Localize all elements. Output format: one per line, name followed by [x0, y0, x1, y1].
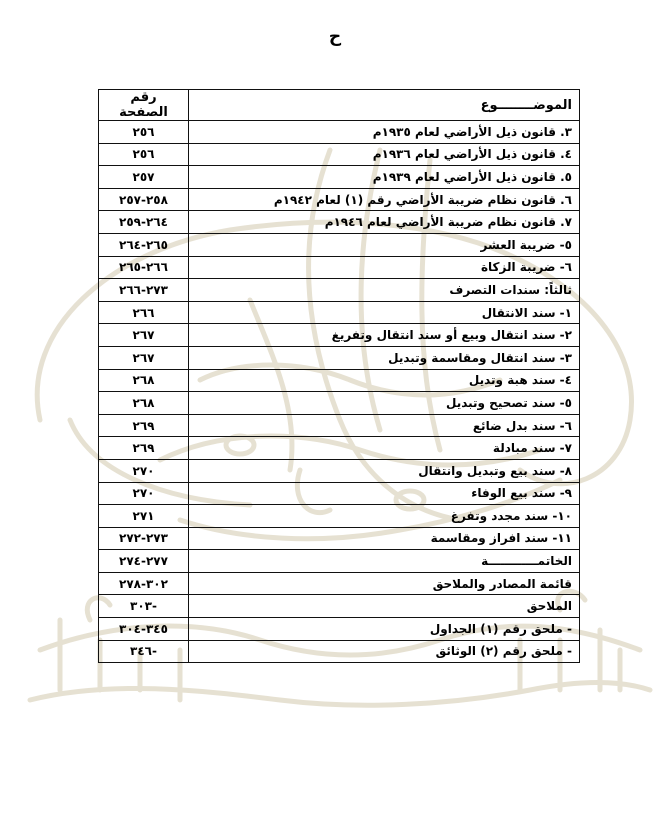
page-number-cell: ٣٤٥-٣٠٤ — [99, 618, 189, 641]
table-row — [99, 527, 580, 550]
contents-table — [98, 89, 580, 663]
table-row — [99, 369, 580, 392]
table-row — [99, 256, 580, 279]
page-number-cell: ٣٠٢-٢٧٨ — [99, 572, 189, 595]
page-number-cell: ٢٥٦ — [99, 121, 189, 144]
topic-cell: - ملحق رقم (١) الجداول — [189, 618, 580, 641]
table-header-row — [99, 90, 580, 121]
page-number-cell: ٢٥٨-٢٥٧ — [99, 188, 189, 211]
topic-cell: الملاحق — [189, 595, 580, 618]
table-row — [99, 572, 580, 595]
page-number-cell: ٢٧٧-٢٧٤ — [99, 550, 189, 573]
page-number-cell: -٣٠٣ — [99, 595, 189, 618]
topic-cell: ٤- سند هبة وتديل — [189, 369, 580, 392]
table-row — [99, 550, 580, 573]
table-row — [99, 640, 580, 663]
topic-cell: - ملحق رقم (٢) الوثائق — [189, 640, 580, 663]
table-row — [99, 346, 580, 369]
topic-cell: ٦- ضريبة الزكاة — [189, 256, 580, 279]
table-body — [99, 121, 580, 663]
page-number-cell: ٢٦٨ — [99, 369, 189, 392]
page-number-cell: ٢٧٠ — [99, 459, 189, 482]
topic-cell: ٩- سند بيع الوفاء — [189, 482, 580, 505]
topic-cell: ٧. قانون نظام ضريبة الأراضي لعام ١٩٤٦م — [189, 211, 580, 234]
page-number-cell: ٢٦٦ — [99, 301, 189, 324]
table-row — [99, 166, 580, 189]
table-row — [99, 437, 580, 460]
topic-cell: ٤. قانون ذيل الأراضي لعام ١٩٣٦م — [189, 143, 580, 166]
table-row — [99, 482, 580, 505]
topic-cell: ٦. قانون نظام ضريبة الأراضي رقم (١) لعام ١٩٤٢م — [189, 188, 580, 211]
page-number-cell: -٣٤٦ — [99, 640, 189, 663]
topic-cell: ١١- سند افراز ومقاسمة — [189, 527, 580, 550]
page-number-cell: ٢٦٧ — [99, 324, 189, 347]
page-number-cell: ٢٥٦ — [99, 143, 189, 166]
table-row — [99, 505, 580, 528]
page-number-cell: ٢٧١ — [99, 505, 189, 528]
topic-cell: ٦- سند بدل ضائع — [189, 414, 580, 437]
table-row — [99, 459, 580, 482]
table-row — [99, 414, 580, 437]
topic-cell: ١- سند الانتقال — [189, 301, 580, 324]
topic-cell: ٥- سند تصحيح وتبديل — [189, 392, 580, 415]
topic-cell: ٨- سند بيع وتبديل وانتقال — [189, 459, 580, 482]
topic-cell: قائمة المصادر والملاحق — [189, 572, 580, 595]
topic-cell: الخاتمــــــــــــة — [189, 550, 580, 573]
topic-cell: ٥. قانون ذيل الأراضي لعام ١٩٣٩م — [189, 166, 580, 189]
page-number-cell: ٢٦٥-٢٦٤ — [99, 233, 189, 256]
table-row — [99, 324, 580, 347]
page-number-cell: ٢٦٦-٢٦٥ — [99, 256, 189, 279]
page-number-cell: ٢٦٩ — [99, 437, 189, 460]
page-number-cell: ٢٥٧ — [99, 166, 189, 189]
table-row — [99, 301, 580, 324]
page-number-cell: ٢٦٤-٢٥٩ — [99, 211, 189, 234]
table-row — [99, 279, 580, 302]
topic-cell: ١٠- سند مجدد وتفرغ — [189, 505, 580, 528]
table-row — [99, 618, 580, 641]
page-number-cell: ٢٦٩ — [99, 414, 189, 437]
topic-cell: ثالثاً: سندات التصرف — [189, 279, 580, 302]
topic-cell: ٣- سند انتقال ومقاسمة وتبديل — [189, 346, 580, 369]
page-number-cell: ٢٦٨ — [99, 392, 189, 415]
table-row — [99, 392, 580, 415]
page-number-cell: ٢٧٠ — [99, 482, 189, 505]
table-row — [99, 188, 580, 211]
page-number-cell: ٢٧٣-٢٦٦ — [99, 279, 189, 302]
table-row — [99, 121, 580, 144]
topic-cell: ٧- سند مبادلة — [189, 437, 580, 460]
topic-cell: ٢- سند انتقال وبيع أو سند انتقال وتفريغ — [189, 324, 580, 347]
header-page-number: رقم الصفحة — [99, 90, 189, 121]
table-row — [99, 595, 580, 618]
table-row — [99, 211, 580, 234]
page-number-cell: ٢٧٣-٢٧٢ — [99, 527, 189, 550]
table-row — [99, 143, 580, 166]
page-number-cell: ٢٦٧ — [99, 346, 189, 369]
header-topic: الموضــــــــوع — [189, 90, 580, 121]
topic-cell: ٥- ضريبة العشر — [189, 233, 580, 256]
table-row — [99, 233, 580, 256]
topic-cell: ٣. قانون ذيل الأراضي لعام ١٩٣٥م — [189, 121, 580, 144]
page-letter: ح — [328, 27, 342, 47]
